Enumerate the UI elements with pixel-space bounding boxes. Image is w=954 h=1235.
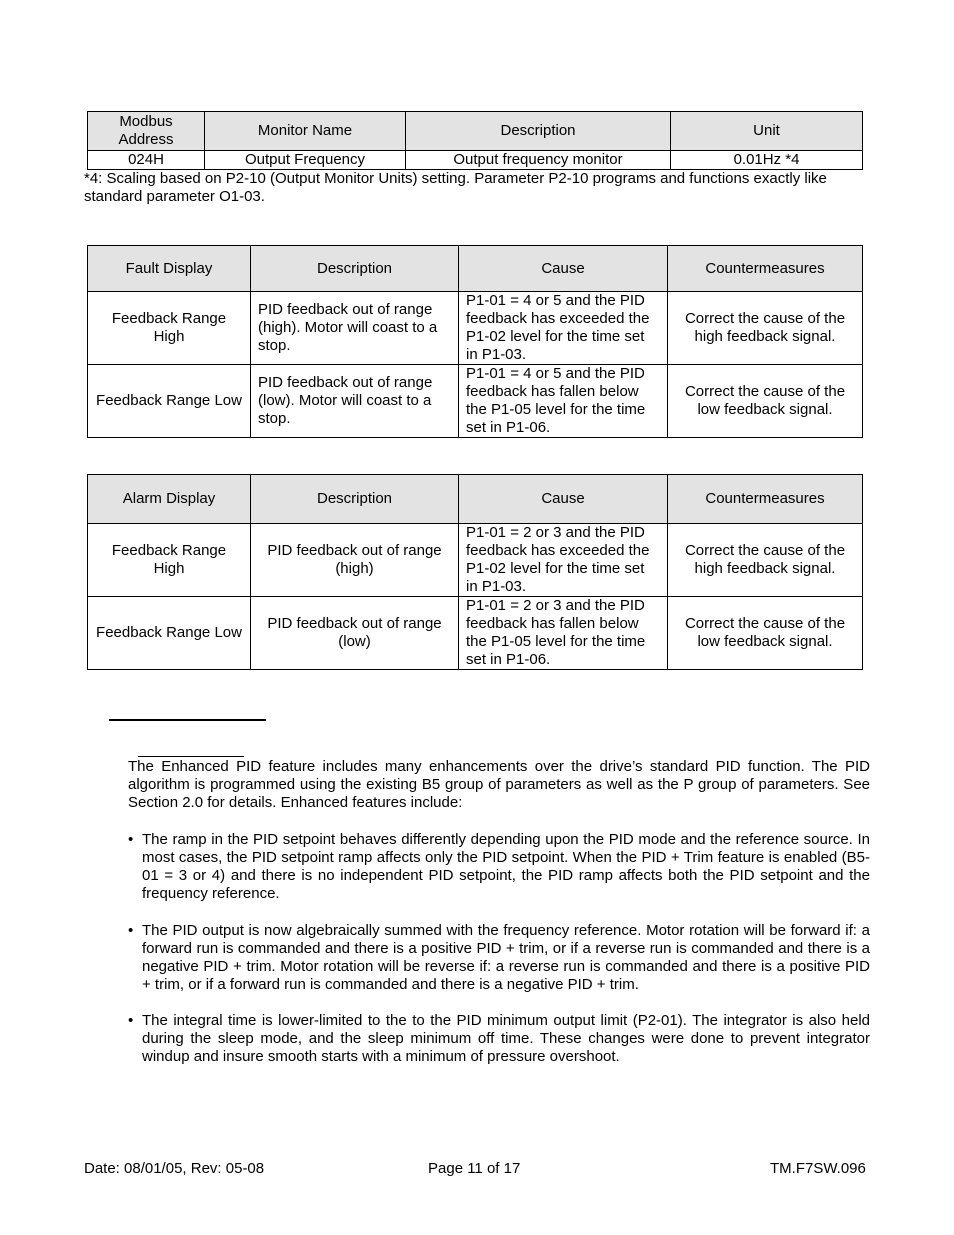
header-description: Description — [251, 246, 459, 292]
header-alarm-display: Alarm Display — [88, 475, 251, 524]
cell-alarm-display: Feedback Range Low — [88, 597, 251, 670]
bullet-icon: • — [128, 922, 134, 939]
cell-cause: P1-01 = 4 or 5 and the PID feedback has fallen below the P1-05 level for the time set in P1-06. — [459, 365, 668, 438]
header-description: Description — [251, 475, 459, 524]
cell-fault-display: Feedback Range High — [88, 292, 251, 365]
cell-description: PID feedback out of range (high). Motor will coast to a stop. — [251, 292, 459, 365]
header-countermeasures: Countermeasures — [668, 246, 863, 292]
list-item-text: The ramp in the PID setpoint behaves differently depending upon the PID mode and the reference source. In most cases, the PID setpoint ramp affects only the PID setpoint. When the PID + Trim feature is enabled (B5-01 = 3 or 4) and there is no independent PID setpoint, the PID ramp affects both the PID setpoint and the frequency reference. — [142, 831, 870, 902]
cell-cause: P1-01 = 2 or 3 and the PID feedback has fallen below the P1-05 level for the time set in P1-06. — [459, 597, 668, 670]
table-row — [88, 597, 863, 670]
footer-page-number: Page 11 of 17 — [428, 1160, 521, 1177]
cell-unit: 0.01Hz *4 — [671, 151, 863, 170]
list-item — [128, 831, 870, 903]
header-modbus-address: Modbus Address — [88, 112, 205, 151]
header-monitor-name: Monitor Name — [205, 112, 406, 151]
cell-description: PID feedback out of range (high) — [251, 524, 459, 597]
cell-fault-display: Feedback Range Low — [88, 365, 251, 438]
cell-address: 024H — [88, 151, 205, 170]
footer-document-id: TM.F7SW.096 — [770, 1160, 866, 1177]
cell-description: PID feedback out of range (low) — [251, 597, 459, 670]
monitor-table — [87, 111, 863, 170]
cell-cause: P1-01 = 2 or 3 and the PID feedback has exceeded the P1-02 level for the time set in P1-03. — [459, 524, 668, 597]
list-item-text: The integral time is lower-limited to the to the PID minimum output limit (P2-01). The integrator is also held during the sleep mode, and the sleep minimum off time. These changes were done to prevent integrator windup and insure smooth starts with a minimum of pressure overshoot. — [142, 1012, 870, 1065]
footer-date: Date: 08/01/05, Rev: 05-08 — [84, 1160, 265, 1177]
list-item — [128, 922, 870, 994]
header-unit: Unit — [671, 112, 863, 151]
list-item-text: The PID output is now algebraically summed with the frequency reference. Motor rotation will be forward if: a forward run is commanded and there is a positive PID + trim, or if a reverse run is commanded and there is a negative PID + trim. Motor rotation will be reverse if: a reverse run is commanded and there is a positive PID + trim, or if a forward run is commanded and there is a negative PID + trim. — [142, 922, 870, 993]
header-cause: Cause — [459, 246, 668, 292]
cell-description: Output frequency monitor — [406, 151, 671, 170]
cell-description: PID feedback out of range (low). Motor will coast to a stop. — [251, 365, 459, 438]
fault-table — [87, 245, 863, 438]
table-row — [88, 365, 863, 438]
bullet-icon: • — [128, 831, 134, 848]
section-divider — [109, 719, 266, 721]
list-item — [128, 1012, 870, 1066]
bullet-icon: • — [128, 1012, 134, 1029]
header-description: Description — [406, 112, 671, 151]
cell-cause: P1-01 = 4 or 5 and the PID feedback has exceeded the P1-02 level for the time set in P1-03. — [459, 292, 668, 365]
intro-paragraph: The Enhanced PID feature includes many enhancements over the drive’s standard PID function. The PID algorithm is programmed using the existing B5 group of parameters as well as the P group of parameters. See Section 2.0 for details. Enhanced features include: — [128, 758, 870, 811]
table-row — [88, 524, 863, 597]
alarm-table — [87, 474, 863, 670]
cell-monitor-name: Output Frequency — [205, 151, 406, 170]
table-row — [88, 292, 863, 365]
cell-countermeasures: Correct the cause of the high feedback signal. — [668, 292, 863, 365]
heading-underline — [138, 756, 244, 757]
header-cause: Cause — [459, 475, 668, 524]
cell-countermeasures: Correct the cause of the high feedback signal. — [668, 524, 863, 597]
header-fault-display: Fault Display — [88, 246, 251, 292]
cell-countermeasures: Correct the cause of the low feedback signal. — [668, 365, 863, 438]
cell-countermeasures: Correct the cause of the low feedback signal. — [668, 597, 863, 670]
header-countermeasures: Countermeasures — [668, 475, 863, 524]
footnote: *4: Scaling based on P2-10 (Output Monitor Units) setting. Parameter P2-10 programs and functions exactly like standard parameter O1-03. — [84, 170, 827, 205]
table-row — [88, 151, 863, 170]
cell-alarm-display: Feedback Range High — [88, 524, 251, 597]
